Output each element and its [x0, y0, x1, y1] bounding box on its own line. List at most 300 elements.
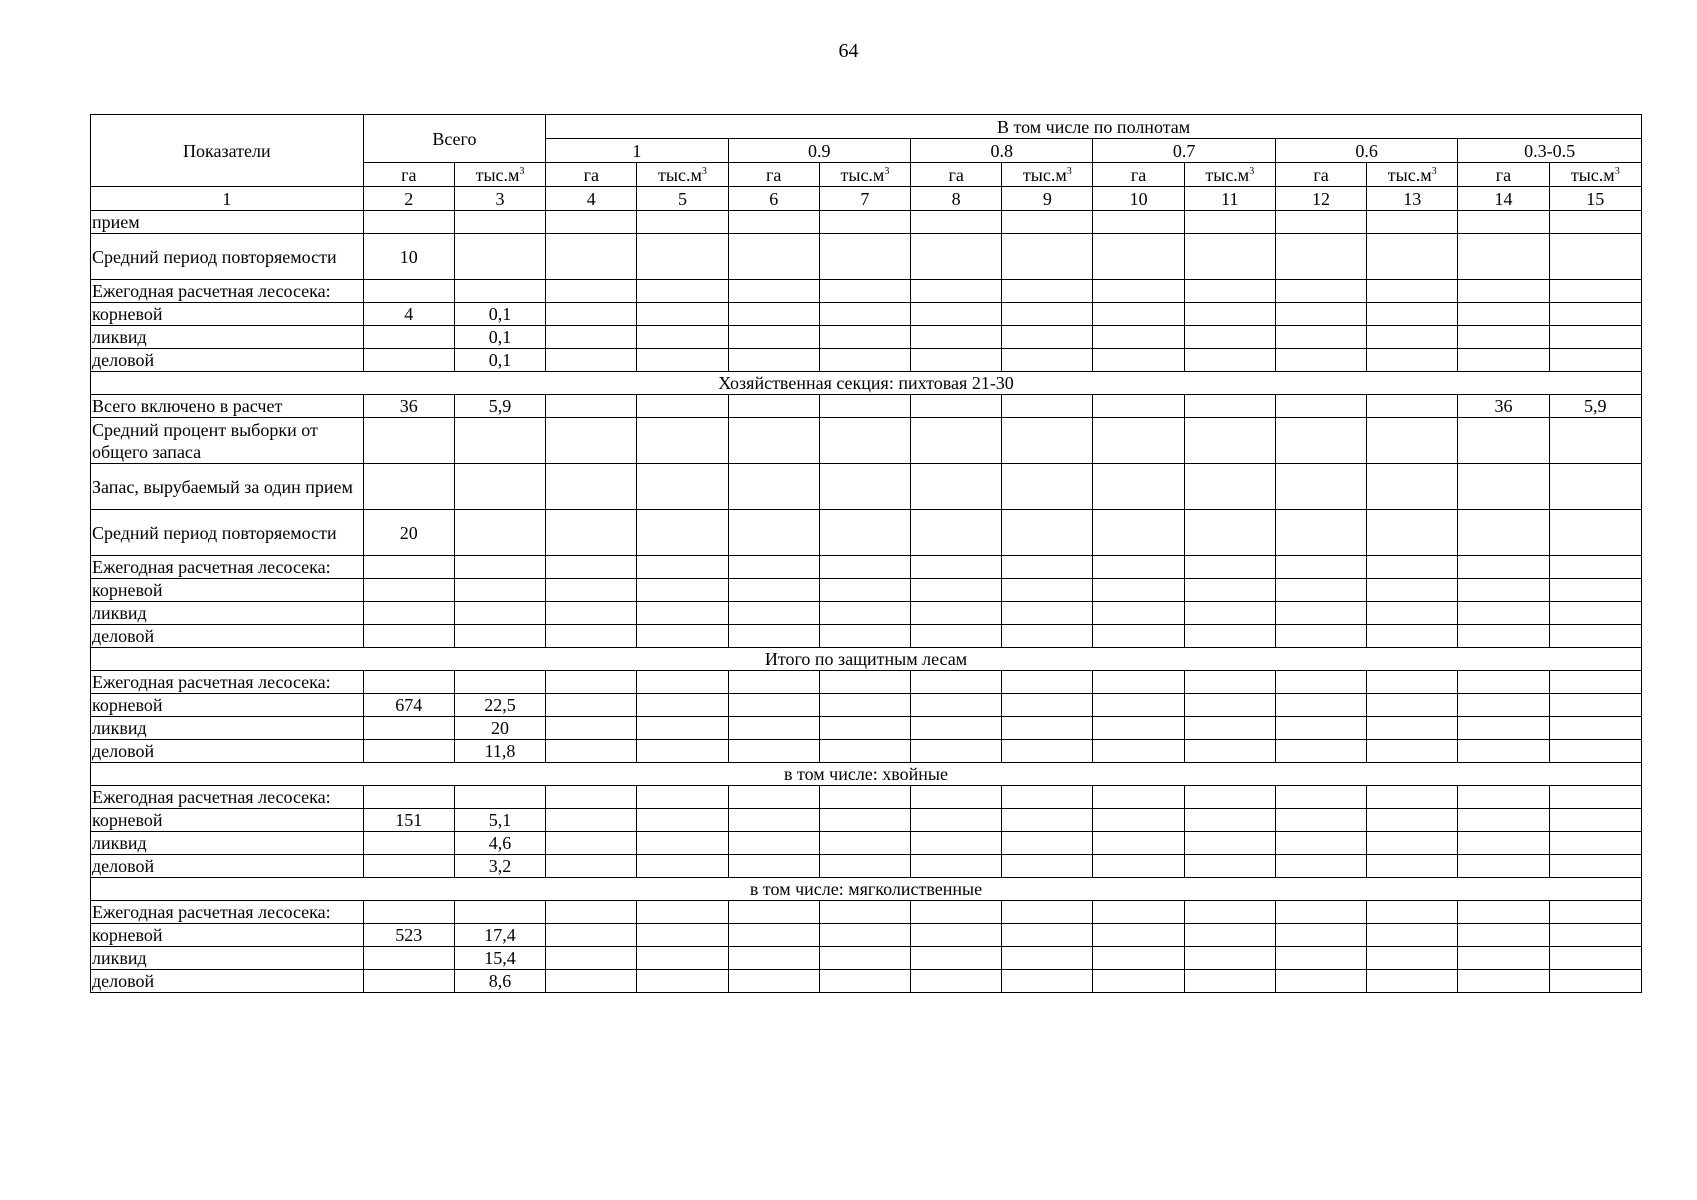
table-cell: [1184, 855, 1275, 878]
table-cell: [1549, 740, 1641, 763]
table-cell: [1458, 349, 1549, 372]
table-cell: [546, 579, 637, 602]
section-title: Хозяйственная секция: пихтовая 21-30: [91, 372, 1642, 395]
table-cell: 10: [363, 234, 454, 280]
table-cell: [1549, 832, 1641, 855]
table-cell: [1184, 947, 1275, 970]
table-cell: 5,9: [454, 395, 545, 418]
table-cell: [1093, 211, 1184, 234]
page-number: 64: [838, 40, 859, 62]
table-cell: [1549, 280, 1641, 303]
table-cell: [1549, 970, 1641, 993]
table-cell: [1367, 234, 1458, 280]
unit-volume: [1549, 163, 1641, 187]
table-cell: 151: [363, 809, 454, 832]
table-row: [91, 395, 1642, 418]
table-cell: [1002, 832, 1093, 855]
table-cell: [546, 809, 637, 832]
table-cell: [1275, 970, 1366, 993]
table-cell: [637, 809, 728, 832]
table-cell: [1367, 395, 1458, 418]
table-cell: [819, 970, 910, 993]
row-label: корневой: [91, 303, 364, 326]
table-cell: [546, 418, 637, 464]
row-label: Средний процент выборки от общего запаса: [91, 418, 364, 464]
table-cell: [819, 786, 910, 809]
table-cell: [1184, 556, 1275, 579]
table-row: [91, 855, 1642, 878]
table-cell: [1458, 625, 1549, 648]
table-cell: [454, 510, 545, 556]
table-cell: [1002, 556, 1093, 579]
table-cell: [1093, 349, 1184, 372]
table-cell: [1458, 901, 1549, 924]
table-cell: 22,5: [454, 694, 545, 717]
table-cell: [1002, 349, 1093, 372]
column-number: 6: [728, 187, 819, 211]
unit-ha: га: [728, 163, 819, 187]
table-cell: [546, 832, 637, 855]
section-title: в том числе: хвойные: [91, 763, 1642, 786]
table-cell: [1549, 211, 1641, 234]
unit-volume-text: тыс.м: [840, 164, 885, 185]
table-cell: [1184, 349, 1275, 372]
table-cell: [637, 234, 728, 280]
table-cell: [728, 901, 819, 924]
table-cell: [1458, 809, 1549, 832]
table-cell: [1002, 947, 1093, 970]
table-cell: [363, 832, 454, 855]
table-cell: [454, 464, 545, 510]
table-cell: [1367, 855, 1458, 878]
unit-volume: [819, 163, 910, 187]
table-cell: [454, 418, 545, 464]
table-cell: [637, 510, 728, 556]
table-cell: [1549, 556, 1641, 579]
table-cell: [728, 786, 819, 809]
table-row: [91, 602, 1642, 625]
column-number: 15: [1549, 187, 1641, 211]
section-row: [91, 763, 1642, 786]
table-cell: [363, 464, 454, 510]
table-row: [91, 556, 1642, 579]
table-cell: [1184, 303, 1275, 326]
header-by-density: В том числе по полнотам: [546, 115, 1642, 139]
unit-volume-text: тыс.м: [1022, 164, 1067, 185]
table-cell: [637, 625, 728, 648]
unit-volume-text: тыс.м: [1205, 164, 1250, 185]
table-cell: [637, 901, 728, 924]
table-cell: [363, 786, 454, 809]
table-cell: [728, 625, 819, 648]
table-cell: [1275, 832, 1366, 855]
table-cell: [1002, 280, 1093, 303]
row-label: Ежегодная расчетная лесосека:: [91, 901, 364, 924]
table-cell: [1458, 786, 1549, 809]
column-number: 13: [1367, 187, 1458, 211]
table-cell: [637, 556, 728, 579]
table-cell: [363, 947, 454, 970]
column-number: 9: [1002, 187, 1093, 211]
table-cell: [1458, 234, 1549, 280]
table-cell: [1275, 947, 1366, 970]
table-cell: [546, 464, 637, 510]
row-label: Ежегодная расчетная лесосека:: [91, 671, 364, 694]
table-row: [91, 326, 1642, 349]
column-number: 1: [91, 187, 364, 211]
table-cell: [546, 717, 637, 740]
unit-volume-text: тыс.м: [1387, 164, 1432, 185]
row-label: ликвид: [91, 326, 364, 349]
table-cell: [546, 211, 637, 234]
table-cell: [911, 924, 1002, 947]
table-cell: [911, 326, 1002, 349]
table-cell: [363, 717, 454, 740]
table-cell: [363, 326, 454, 349]
table-cell: [911, 947, 1002, 970]
table-cell: [819, 211, 910, 234]
table-cell: [1458, 970, 1549, 993]
column-number: 3: [454, 187, 545, 211]
table-cell: 3,2: [454, 855, 545, 878]
table-cell: [637, 924, 728, 947]
table-cell: [1002, 786, 1093, 809]
table-cell: [819, 625, 910, 648]
table-cell: [1184, 970, 1275, 993]
row-label: корневой: [91, 579, 364, 602]
table-cell: [637, 717, 728, 740]
column-number: 8: [911, 187, 1002, 211]
table-cell: [454, 234, 545, 280]
table-cell: [1458, 556, 1549, 579]
table-cell: [819, 395, 910, 418]
table-cell: [454, 602, 545, 625]
table-cell: [1184, 832, 1275, 855]
table-cell: [1002, 855, 1093, 878]
table-cell: [1458, 694, 1549, 717]
table-cell: [1184, 326, 1275, 349]
table-cell: [1458, 510, 1549, 556]
table-cell: [1275, 694, 1366, 717]
table-cell: [1549, 602, 1641, 625]
density-header: 0.9: [728, 139, 910, 163]
table-cell: [546, 855, 637, 878]
unit-volume: [1367, 163, 1458, 187]
table-cell: [911, 832, 1002, 855]
table-cell: [819, 234, 910, 280]
row-label: Ежегодная расчетная лесосека:: [91, 786, 364, 809]
row-label: ликвид: [91, 602, 364, 625]
table-cell: 8,6: [454, 970, 545, 993]
table-cell: [728, 947, 819, 970]
table-cell: [819, 924, 910, 947]
table-row: [91, 418, 1642, 464]
table-cell: [819, 579, 910, 602]
table-cell: [546, 303, 637, 326]
table-cell: [1093, 602, 1184, 625]
unit-volume-text: тыс.м: [1570, 164, 1615, 185]
table-cell: [911, 303, 1002, 326]
table-cell: [911, 211, 1002, 234]
table-cell: [1549, 924, 1641, 947]
table-cell: [1275, 809, 1366, 832]
table-cell: 523: [363, 924, 454, 947]
table-cell: [637, 303, 728, 326]
row-label: корневой: [91, 694, 364, 717]
table-cell: [1002, 326, 1093, 349]
table-cell: [637, 349, 728, 372]
table-cell: [1458, 326, 1549, 349]
table-cell: [911, 694, 1002, 717]
table-cell: [1458, 924, 1549, 947]
table-cell: [637, 326, 728, 349]
table-cell: [363, 901, 454, 924]
table-cell: [637, 947, 728, 970]
table-cell: [819, 717, 910, 740]
row-label: ликвид: [91, 717, 364, 740]
table-cell: 20: [363, 510, 454, 556]
table-cell: [1275, 303, 1366, 326]
row-label: Всего включено в расчет: [91, 395, 364, 418]
table-cell: [546, 556, 637, 579]
table-cell: [546, 625, 637, 648]
table-cell: [728, 832, 819, 855]
table-cell: [728, 809, 819, 832]
table-cell: [1275, 786, 1366, 809]
table-cell: [637, 694, 728, 717]
table-cell: [1549, 901, 1641, 924]
unit-volume-exponent: 3: [884, 165, 890, 177]
table-cell: [1093, 625, 1184, 648]
table-cell: [546, 349, 637, 372]
table-cell: [1184, 234, 1275, 280]
table-cell: [1002, 717, 1093, 740]
unit-ha: га: [911, 163, 1002, 187]
unit-volume-exponent: 3: [519, 165, 525, 177]
table-cell: [1367, 625, 1458, 648]
table-cell: [1367, 832, 1458, 855]
table-cell: [363, 418, 454, 464]
table-cell: 4,6: [454, 832, 545, 855]
table-cell: 15,4: [454, 947, 545, 970]
table-cell: [1458, 717, 1549, 740]
table-cell: [911, 855, 1002, 878]
table-cell: [1093, 786, 1184, 809]
column-number: 12: [1275, 187, 1366, 211]
allowable-cut-table: [90, 114, 1642, 993]
unit-ha: га: [363, 163, 454, 187]
table-cell: [1093, 717, 1184, 740]
table-cell: [637, 786, 728, 809]
table-cell: [637, 832, 728, 855]
table-cell: [1549, 671, 1641, 694]
table-cell: [546, 280, 637, 303]
table-cell: [454, 211, 545, 234]
table-row: [91, 280, 1642, 303]
table-cell: [911, 579, 1002, 602]
table-row: [91, 510, 1642, 556]
table-cell: [1367, 326, 1458, 349]
table-cell: [1184, 671, 1275, 694]
table-cell: [728, 418, 819, 464]
table-cell: [637, 395, 728, 418]
table-cell: [1093, 809, 1184, 832]
table-cell: [637, 211, 728, 234]
section-title: Итого по защитным лесам: [91, 648, 1642, 671]
table-cell: 0,1: [454, 349, 545, 372]
table-row: [91, 303, 1642, 326]
table-cell: [728, 740, 819, 763]
row-label: корневой: [91, 809, 364, 832]
table-cell: 5,9: [1549, 395, 1641, 418]
table-cell: [1458, 579, 1549, 602]
table-row: [91, 947, 1642, 970]
column-number: 4: [546, 187, 637, 211]
table-cell: [728, 326, 819, 349]
table-cell: [1549, 579, 1641, 602]
unit-ha: га: [546, 163, 637, 187]
table-cell: [1275, 602, 1366, 625]
table-cell: [819, 901, 910, 924]
table-cell: [911, 234, 1002, 280]
table-cell: [1275, 671, 1366, 694]
unit-volume: [1184, 163, 1275, 187]
table-cell: [546, 786, 637, 809]
table-cell: 20: [454, 717, 545, 740]
table-cell: [1002, 901, 1093, 924]
table-cell: [363, 970, 454, 993]
table-cell: 5,1: [454, 809, 545, 832]
table-cell: [1002, 234, 1093, 280]
table-cell: [1275, 234, 1366, 280]
table-cell: [546, 970, 637, 993]
table-row: [91, 694, 1642, 717]
table-cell: 36: [363, 395, 454, 418]
table-cell: [454, 579, 545, 602]
table-cell: [1002, 740, 1093, 763]
table-row: [91, 579, 1642, 602]
table-cell: [1184, 395, 1275, 418]
table-row: [91, 349, 1642, 372]
unit-volume: [637, 163, 728, 187]
table-row: [91, 717, 1642, 740]
table-header: [91, 115, 1642, 211]
row-label: ликвид: [91, 832, 364, 855]
table-cell: 4: [363, 303, 454, 326]
table-cell: [728, 717, 819, 740]
table-cell: [454, 625, 545, 648]
section-row: [91, 372, 1642, 395]
table-cell: [1458, 740, 1549, 763]
table-cell: [728, 211, 819, 234]
row-label: деловой: [91, 970, 364, 993]
table-cell: [1184, 694, 1275, 717]
table-cell: [1367, 280, 1458, 303]
table-cell: [546, 395, 637, 418]
table-cell: [454, 280, 545, 303]
table-cell: [1549, 717, 1641, 740]
table-cell: [1002, 579, 1093, 602]
column-number: 14: [1458, 187, 1549, 211]
table-cell: [728, 579, 819, 602]
table-cell: [1275, 924, 1366, 947]
table-cell: [1367, 671, 1458, 694]
table-row: [91, 671, 1642, 694]
table-cell: [728, 395, 819, 418]
table-cell: [637, 579, 728, 602]
column-number: 10: [1093, 187, 1184, 211]
table-cell: [728, 464, 819, 510]
table-cell: [546, 901, 637, 924]
table-cell: [1275, 510, 1366, 556]
table-cell: [1184, 625, 1275, 648]
table-cell: [911, 395, 1002, 418]
table-cell: [1184, 717, 1275, 740]
table-cell: [1549, 418, 1641, 464]
table-cell: [1549, 947, 1641, 970]
table-cell: [1184, 901, 1275, 924]
table-cell: [1367, 556, 1458, 579]
table-cell: [637, 970, 728, 993]
table-cell: [728, 556, 819, 579]
unit-volume-text: тыс.м: [658, 164, 702, 185]
table-cell: [454, 901, 545, 924]
table-cell: [1275, 625, 1366, 648]
table-cell: [546, 694, 637, 717]
table-cell: [1002, 694, 1093, 717]
table-cell: [1275, 717, 1366, 740]
table-cell: [1002, 211, 1093, 234]
table-cell: [911, 602, 1002, 625]
table-cell: [728, 510, 819, 556]
table-cell: [728, 671, 819, 694]
table-cell: [1002, 809, 1093, 832]
table-cell: [1458, 280, 1549, 303]
table-row: [91, 901, 1642, 924]
table-cell: [1367, 786, 1458, 809]
table-cell: [454, 556, 545, 579]
table-cell: [1275, 280, 1366, 303]
unit-ha: га: [1275, 163, 1366, 187]
table-cell: [1367, 349, 1458, 372]
table-cell: [546, 234, 637, 280]
density-header: 0.8: [911, 139, 1093, 163]
table-cell: [728, 855, 819, 878]
table-cell: [1458, 832, 1549, 855]
table-cell: [1275, 855, 1366, 878]
table-cell: [1549, 464, 1641, 510]
table-cell: [1367, 970, 1458, 993]
table-cell: [911, 464, 1002, 510]
table-cell: [1093, 556, 1184, 579]
table-cell: [1275, 211, 1366, 234]
table-cell: [911, 280, 1002, 303]
table-cell: [546, 740, 637, 763]
table-cell: [363, 349, 454, 372]
table-cell: [1184, 602, 1275, 625]
table-row: [91, 970, 1642, 993]
table-cell: [1549, 234, 1641, 280]
table-cell: [819, 418, 910, 464]
row-label: деловой: [91, 855, 364, 878]
table-cell: [637, 740, 728, 763]
table-cell: [546, 510, 637, 556]
table-cell: [1093, 510, 1184, 556]
table-cell: [1093, 901, 1184, 924]
table-cell: [728, 303, 819, 326]
table-cell: [1184, 786, 1275, 809]
table-cell: [1549, 809, 1641, 832]
